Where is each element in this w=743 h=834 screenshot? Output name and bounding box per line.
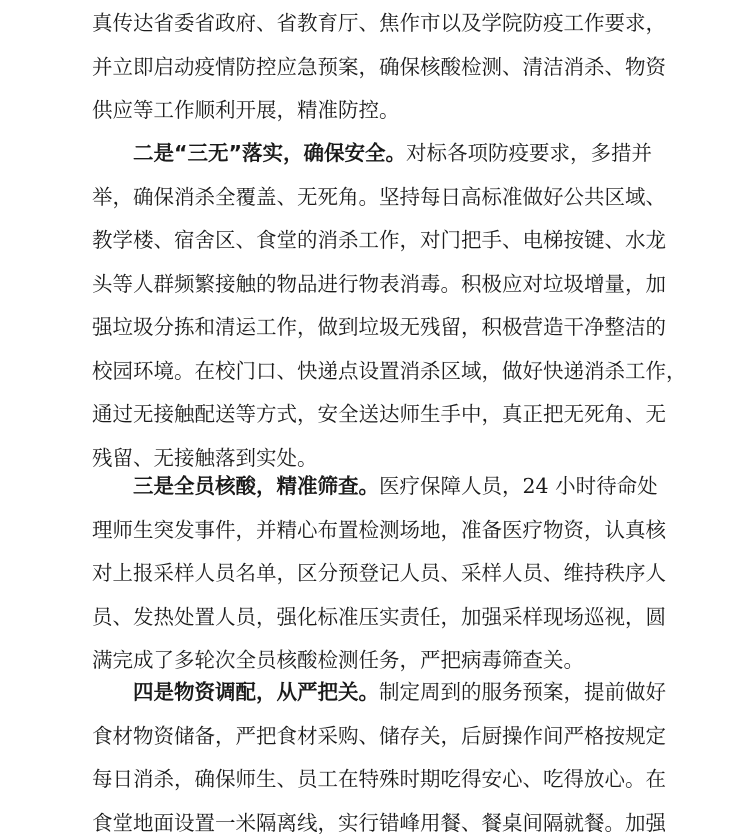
paragraph-2-heading: 二是“三无”落实，确保安全。 (133, 141, 406, 165)
paragraph-1-line-1: 真传达省委省政府、省教育厅、焦作市以及学院防疫工作要求， (92, 11, 666, 35)
paragraph-4-first-line-text: 制定周到的服务预案，提前做好 (379, 680, 666, 704)
paragraph-2 (92, 132, 687, 480)
paragraph-2-first-line-text: 对标各项防疫要求，多措并 (405, 141, 653, 165)
paragraph-2-line-4: 头等人群频繁接触的物品进行物表消毒。积极应对垃圾增量，加 (92, 271, 666, 296)
paragraph-4-line-2: 食材物资储备，严把食材采购、储存关，后厨操作间严格按规定 (92, 723, 666, 748)
paragraph-4 (92, 671, 666, 834)
paragraph-4-line-4: 食堂地面设置一米隔离线，实行错峰用餐、餐桌间隔就餐。加强 (92, 810, 666, 834)
paragraph-4-heading: 四是物资调配，从严把关。 (133, 680, 379, 704)
paragraph-2-first-line (92, 132, 652, 176)
paragraph-1-line-3: 供应等工作顺利开展，精准防控。 (92, 98, 400, 122)
paragraph-4-line-3: 每日消杀，确保师生、员工在特殊时期吃得安心、吃得放心。在 (92, 767, 666, 791)
paragraph-3 (92, 465, 666, 683)
paragraph-2-line-8: 残留、无接触落到实处。 (92, 445, 318, 470)
paragraph-3-line-5: 满完成了多轮次全员核酸检测任务，严把病毒筛查关。 (92, 648, 584, 672)
paragraph-2-line-2: 举，确保消杀全覆盖、无死角。坚持每日高标准做好公共区域、 (92, 184, 666, 209)
paragraph-3-first-line-text: 医疗保障人员，24 小时待命处 (379, 474, 658, 498)
paragraph-1-line-2: 并立即启动疫情防控应急预案，确保核酸检测、清洁消杀、物资 (92, 54, 666, 79)
paragraph-2-line-6: 校园环境。在校门口、快递点设置消杀区域，做好快递消杀工作， (92, 358, 687, 383)
paragraph-3-first-line (92, 465, 658, 509)
paragraph-3-line-4: 员、发热处置人员，强化标准压实责任，加强采样现场巡视，圆 (92, 604, 666, 629)
paragraph-4-first-line (92, 671, 666, 715)
paragraph-3-line-3: 对上报采样人员名单，区分预登记人员、采样人员、维持秩序人 (92, 561, 666, 585)
paragraph-3-line-2: 理师生突发事件，并精心布置检测场地，准备医疗物资，认真核 (92, 517, 666, 542)
paragraph-3-heading: 三是全员核酸，精准筛查。 (133, 474, 379, 498)
paragraph-1 (92, 2, 666, 133)
paragraph-2-line-5: 强垃圾分拣和清运工作，做到垃圾无残留，积极营造干净整洁的 (92, 315, 666, 339)
paragraph-2-line-7: 通过无接触配送等方式，安全送达师生手中，真正把无死角、无 (92, 402, 666, 426)
paragraph-2-line-3: 教学楼、宿舍区、食堂的消杀工作，对门把手、电梯按键、水龙 (92, 228, 666, 252)
